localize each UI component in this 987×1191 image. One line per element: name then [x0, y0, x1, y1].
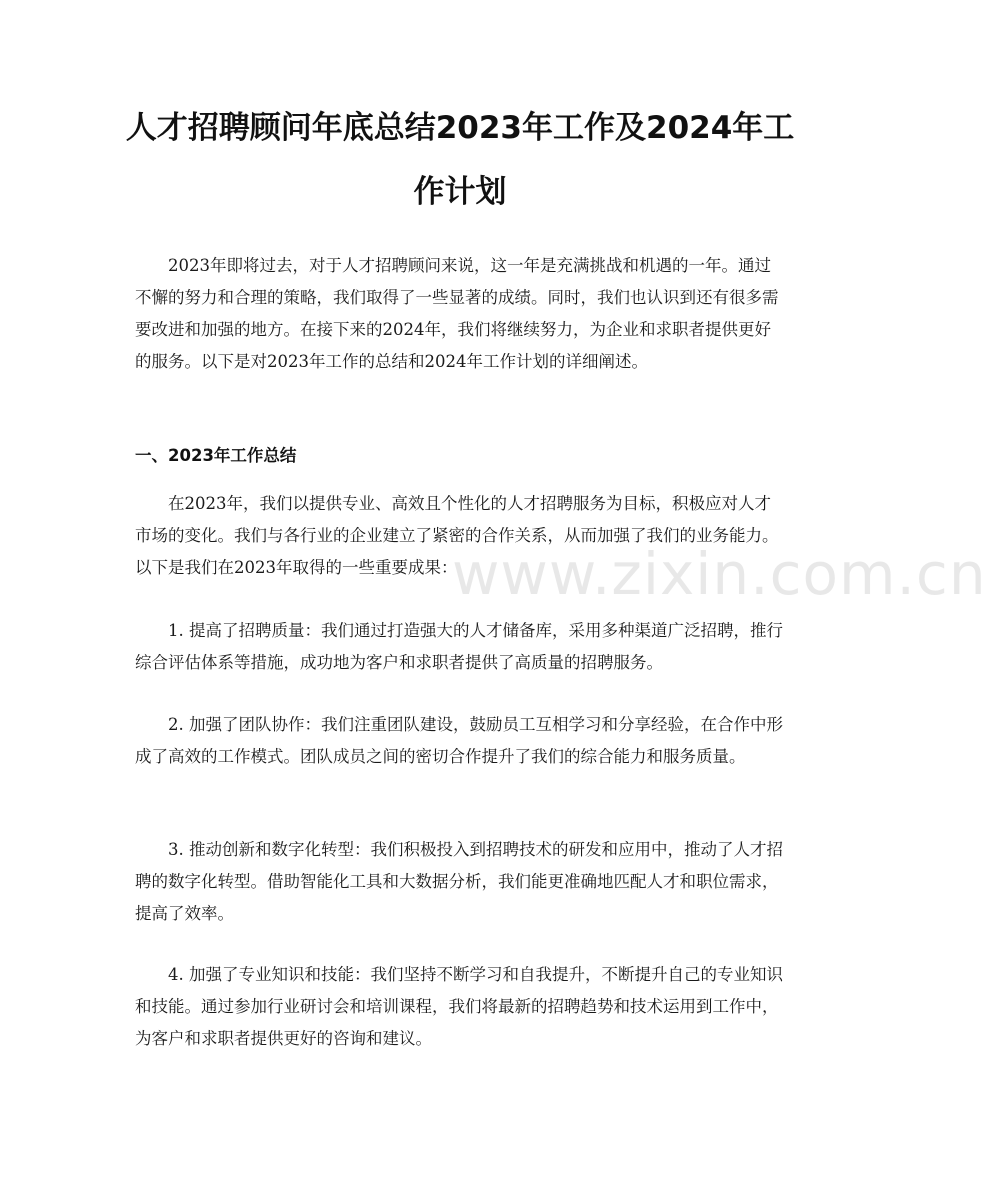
document-title: 人才招聘顾问年底总结2023年工作及2024年工作计划 — [125, 110, 795, 210]
section-heading: 一、2023年工作总结 — [135, 446, 297, 465]
intro-paragraph: 2023年即将过去，对于人才招聘顾问来说，这一年是充满挑战和机遇的一年。通过不懈的努力和合理的策略，我们取得了一些显著的成绩。同时，我们也认识到还有很多需要改进和加强的地方。在接下来的2024年，我们将继续努力，为企业和求职者提供更好的服务。以下是对2023年工作的总结和2024年工作计划的详细阐述。 — [135, 256, 779, 371]
list-item-1: 1. 提高了招聘质量：我们通过打造强大的人才储备库，采用多种渠道广泛招聘，推行综合评估体系等措施，成功地为客户和求职者提供了高质量的招聘服务。 — [135, 621, 783, 672]
section-intro-paragraph: 在2023年，我们以提供专业、高效且个性化的人才招聘服务为目标，积极应对人才市场的变化。我们与各行业的企业建立了紧密的合作关系，从而加强了我们的业务能力。以下是我们在2023年取得的一些重要成果： — [135, 494, 779, 577]
list-item-3: 3. 推动创新和数字化转型：我们积极投入到招聘技术的研发和应用中，推动了人才招聘的数字化转型。借助智能化工具和大数据分析，我们能更准确地匹配人才和职位需求，提高了效率。 — [135, 840, 783, 923]
list-item-4: 4. 加强了专业知识和技能：我们坚持不断学习和自我提升，不断提升自己的专业知识和技能。通过参加行业研讨会和培训课程，我们将最新的招聘趋势和技术运用到工作中，为客户和求职者提供更好的咨询和建议。 — [135, 965, 783, 1048]
watermark: www.zixin.com.cn — [452, 540, 987, 608]
list-item-2: 2. 加强了团队协作：我们注重团队建设，鼓励员工互相学习和分享经验，在合作中形成了高效的工作模式。团队成员之间的密切合作提升了我们的综合能力和服务质量。 — [135, 715, 783, 766]
